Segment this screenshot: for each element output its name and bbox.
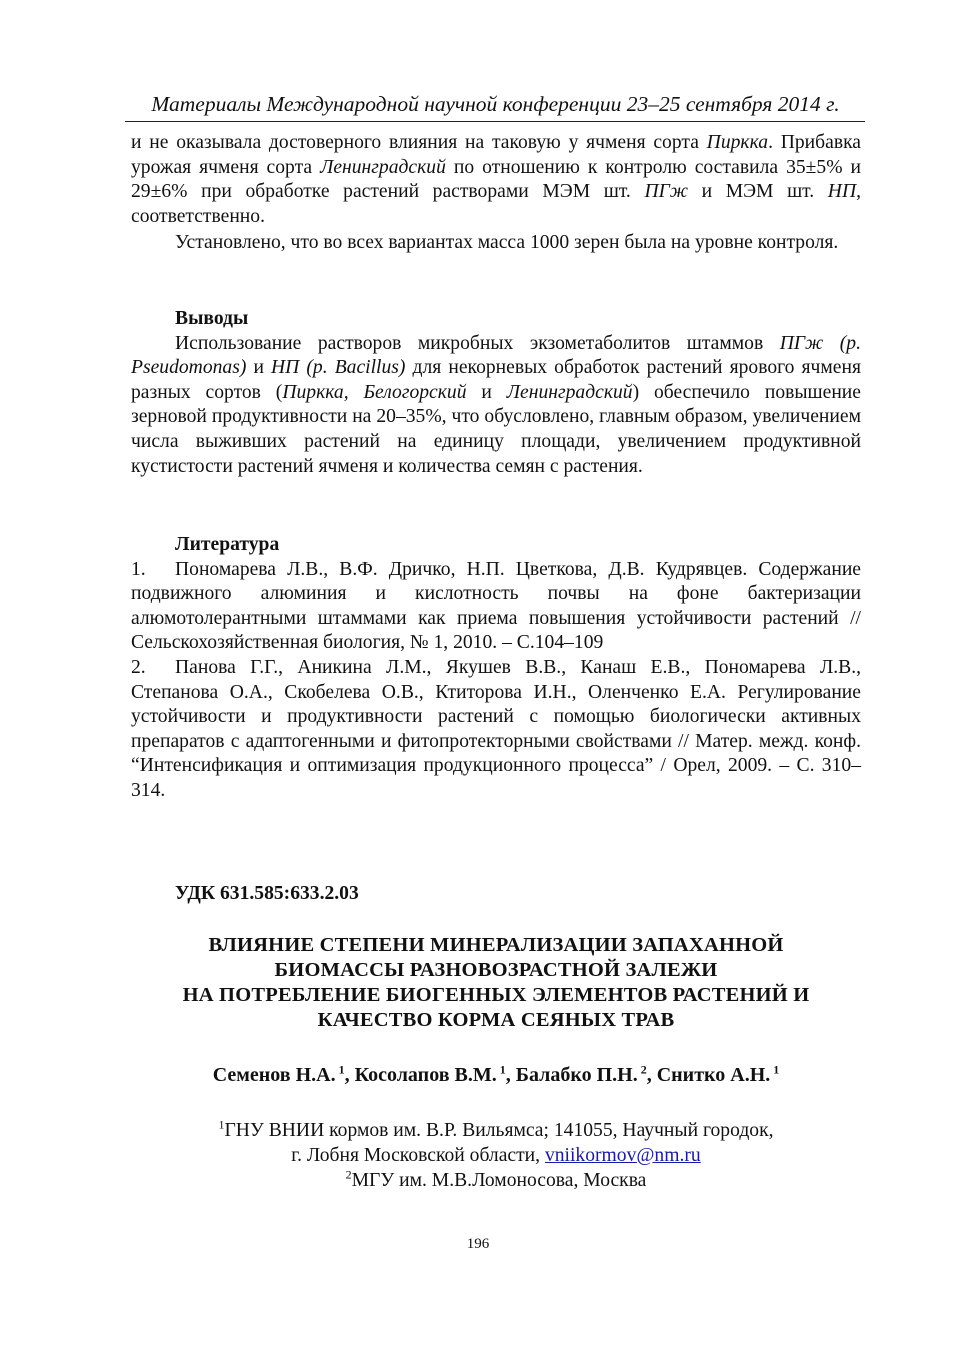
affiliations: [131, 1118, 861, 1193]
author-name: Снитко А.Н.: [656, 1064, 771, 1086]
text-run: Использование растворов микробных экзометаболитов штаммов: [175, 332, 780, 354]
cultivar-name: Пиркка, Белогорский: [282, 381, 467, 403]
udk-code: УДК 631.585:633.2.03: [175, 883, 359, 904]
reference-item: [131, 558, 861, 656]
reference-number: 2.: [131, 656, 146, 678]
authors-line: [131, 1064, 861, 1087]
text-run: и не оказывала достоверного влияния на таковую у ячменя сорта: [131, 132, 707, 153]
cultivar-name: Ленинградский: [506, 381, 633, 403]
affiliation-2: [131, 1168, 861, 1193]
mass-paragraph: Установлено, что во всех вариантах масса 1000 зерен была на уровне контроля.: [175, 232, 839, 253]
references-section: [131, 533, 861, 804]
text-run: и: [246, 357, 272, 379]
affiliation-mark: 2: [345, 1167, 352, 1182]
text-run: по отношению к контролю составила 35±5% и 29±6% при обработке растений растворами МЭМ шт.: [131, 156, 861, 203]
title-line: ВЛИЯНИЕ СТЕПЕНИ МИНЕРАЛИЗАЦИИ ЗАПАХАННОЙ: [208, 934, 784, 956]
text-run: ) обеспечило повышение зерновой продуктивности на 20–35%, что обусловлено, главным образом, увеличением числа выживших растений на единицу площади, увеличением продуктивной кустистости растений ячменя и количества семян с растения.: [131, 381, 861, 477]
conclusions-section: [131, 307, 861, 479]
affiliation-mark: 1: [218, 1117, 225, 1132]
affiliation-text: г. Лобня Московской области,: [291, 1145, 545, 1166]
text-run: . Прибавка урожая ячменя сорта: [131, 132, 861, 178]
reference-item: [131, 656, 861, 804]
affiliation-text: МГУ им. М.В.Ломоносова, Москва: [351, 1170, 647, 1191]
references-heading: Литература: [175, 534, 280, 555]
reference-number: 1.: [131, 558, 146, 580]
affiliation-1: [131, 1118, 861, 1143]
conclusions-paragraph: [131, 332, 861, 480]
conclusions-heading: Выводы: [175, 308, 249, 329]
text-run: и: [466, 381, 507, 403]
author-affiliation-mark: 1: [773, 1062, 780, 1077]
separator: ,: [505, 1064, 516, 1086]
author-affiliation-mark: 1: [499, 1062, 506, 1077]
email-link[interactable]: vniikormov@nm.ru: [544, 1145, 701, 1166]
title-line: НА ПОТРЕБЛЕНИЕ БИОГЕННЫХ ЭЛЕМЕНТОВ РАСТЕНИЙ И: [182, 984, 810, 1006]
text-run: для некорневых обработок растений ярового ячменя разных сортов (: [131, 357, 861, 403]
text-run: и МЭМ шт.: [687, 181, 828, 203]
author-name: Балабко П.Н.: [515, 1064, 638, 1086]
reference-text: Пономарева Л.В., В.Ф. Дричко, Н.П. Цветкова, Д.В. Кудрявцев. Содержание подвижного алюминия и кислотность почвы на фоне бактеризации алюмотолерантными штаммами как приема повышения устойчивости растений // Сельскохозяйственная биология, № 1, 2010. – С.104–109: [131, 558, 861, 654]
separator: ,: [344, 1064, 355, 1086]
strain-name: ПГж: [644, 181, 688, 203]
header-rule: [125, 121, 865, 122]
continuation-block: [131, 131, 861, 229]
strain-name: ПГж (р. Pseudomonas): [131, 332, 862, 379]
mass-block: [131, 231, 861, 256]
text-run: , соответственно.: [131, 181, 862, 227]
title-line: КАЧЕСТВО КОРМА СЕЯНЫХ ТРАВ: [317, 1009, 675, 1031]
page-number: 196: [466, 1236, 490, 1252]
author-affiliation-mark: 2: [640, 1062, 647, 1077]
cultivar-name: Пиркка: [706, 132, 769, 153]
author-affiliation-mark: 1: [338, 1062, 345, 1077]
reference-text: Панова Г.Г., Аникина Л.М., Якушев В.В., Канаш Е.В., Пономарева Л.В., Степанова О.А., Скобелева О.В., Ктиторова И.Н., Оленченко Е.А. Регулирование устойчивости и продуктивности растений с помощью биологически активных препаратов с адаптогенными и фитопротекторными свойствами // Матер. межд. конф. “Интенсификация и оптимизация продукционного процесса” / Орел, 2009. – С. 310–314.: [131, 656, 861, 801]
continuation-paragraph: [131, 131, 861, 229]
running-header: Материалы Международной научной конференции 23–25 сентября 2014 г.: [151, 92, 840, 116]
strain-name: НП: [827, 181, 857, 203]
affiliation-text: ГНУ ВНИИ кормов им. В.Р. Вильямса; 141055, Научный городок,: [224, 1120, 774, 1141]
affiliation-1-line2: [131, 1143, 861, 1168]
separator: ,: [646, 1064, 657, 1086]
title-line: БИОМАССЫ РАЗНОВОЗРАСТНОЙ ЗАЛЕЖИ: [274, 959, 718, 981]
article-title: [131, 933, 861, 1033]
author-name: Косолапов В.М.: [354, 1064, 497, 1086]
cultivar-name: Ленинградский: [320, 156, 446, 178]
author-name: Семенов Н.А.: [212, 1064, 336, 1086]
strain-name: НП (р. Bacillus): [271, 357, 406, 379]
